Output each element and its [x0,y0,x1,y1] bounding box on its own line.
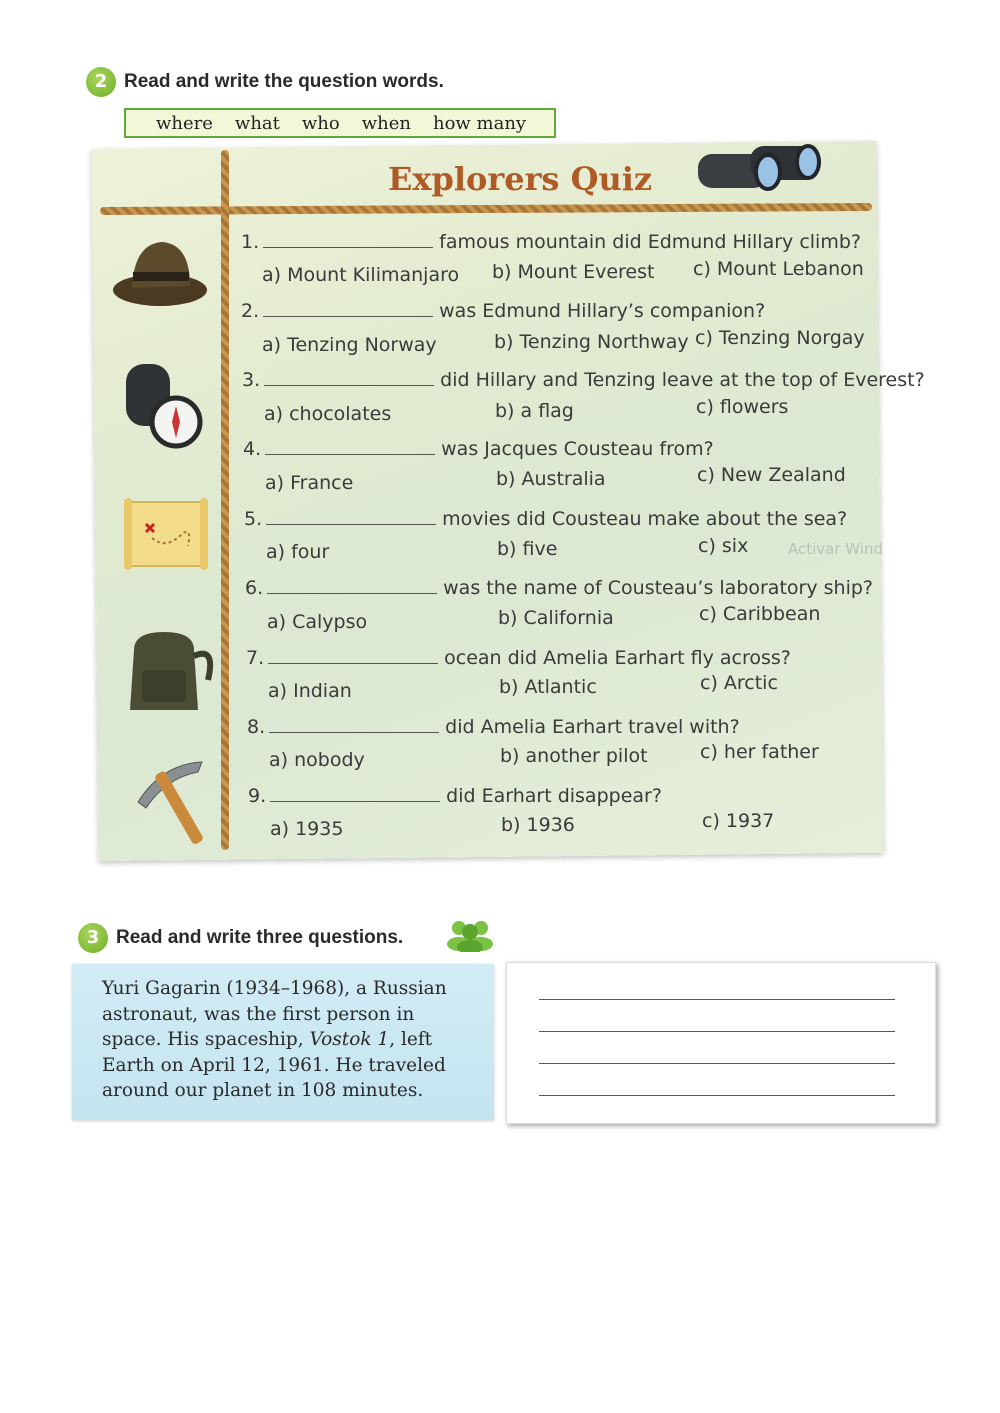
question-number: 8. [247,716,266,738]
word-bank-item: where [156,112,213,134]
question-4 [243,438,714,460]
answer-blank[interactable] [265,440,435,455]
word-bank-item: what [234,112,280,134]
option-b: b) five [497,538,558,560]
answer-line[interactable] [539,999,895,1000]
question-text: ocean did Amelia Earhart fly across? [444,647,791,669]
question-text: was Edmund Hillary’s companion? [439,300,766,322]
section-3-badge: 3 [78,923,108,953]
passage-text: , left Earth on April 12, 1961. He traveled around our planet in 108 minutes. [102,1029,446,1101]
backpack-icon [120,626,216,718]
question-text: did Hillary and Tenzing leave at the top of Everest? [440,369,925,391]
answer-writing-box [506,962,936,1124]
option-c: c) her father [700,741,819,763]
option-c: c) 1937 [702,810,775,832]
option-c: c) six [698,535,749,557]
word-bank-item: who [301,112,340,134]
question-7 [246,647,791,669]
question-number: 6. [245,577,264,599]
option-b: b) Atlantic [499,676,597,698]
question-number: 5. [244,508,263,530]
section-2-badge: 2 [86,67,116,97]
question-text: was the name of Cousteau’s laboratory ship? [443,577,873,599]
question-8 [247,716,740,738]
option-b: b) California [498,607,614,629]
question-2 [241,300,765,322]
answer-blank[interactable] [263,233,433,248]
option-b: b) Mount Everest [492,261,655,283]
option-c: c) Caribbean [699,603,821,625]
option-c: c) New Zealand [697,464,846,486]
option-a: a) chocolates [264,403,392,425]
question-text: did Earhart disappear? [446,785,662,807]
option-a: a) 1935 [270,818,344,840]
question-text: was Jacques Cousteau from? [441,438,714,460]
answer-line[interactable] [539,1063,895,1064]
pickaxe-icon [132,756,212,848]
passage-text: Yuri Gagarin (1934–1968), a Russian astronaut, was the first person in space. His spaceship, [102,978,447,1050]
quiz-title: Explorers Quiz [388,160,653,198]
section-2-title: Read and write the question words. [124,71,444,92]
question-5 [244,508,847,530]
option-c: c) Tenzing Norgay [695,327,865,349]
word-bank [124,108,556,138]
option-b: b) another pilot [500,745,648,767]
question-9 [248,785,662,807]
option-a: a) Mount Kilimanjaro [262,264,460,286]
section-3-title: Read and write three questions. [116,927,404,948]
answer-blank[interactable] [267,579,437,594]
question-number: 4. [243,438,262,460]
answer-blank[interactable] [269,718,439,733]
option-a: a) nobody [269,749,365,771]
activation-watermark: Activar Wind [788,540,883,558]
binoculars-icon [690,140,830,198]
treasure-map-icon [122,494,212,574]
option-a: a) Tenzing Norway [262,334,437,356]
option-c: c) Mount Lebanon [693,258,864,280]
answer-blank[interactable] [263,302,433,317]
explorer-hat-icon [110,232,210,312]
answer-blank[interactable] [264,371,434,386]
answer-line[interactable] [539,1031,895,1032]
answer-line[interactable] [539,1095,895,1096]
gagarin-passage [72,964,494,1120]
rope-divider-vertical [221,150,229,850]
option-b: b) a flag [495,400,574,422]
answer-blank[interactable] [270,787,440,802]
option-c: c) flowers [696,396,789,418]
question-number: 3. [242,369,261,391]
option-a: a) Calypso [267,611,368,633]
question-text: movies did Cousteau make about the sea? [442,508,848,530]
group-work-icon [445,916,495,952]
compass-icon [118,360,208,450]
question-1 [241,231,861,253]
answer-blank[interactable] [268,649,438,664]
word-bank-item: when [361,112,411,134]
question-6 [245,577,873,599]
option-b: b) Tenzing Northway [494,331,689,353]
question-text: did Amelia Earhart travel with? [445,716,740,738]
option-a: a) Indian [268,680,352,702]
option-a: a) France [265,472,354,494]
word-bank-item: how many [432,112,527,134]
option-b: b) Australia [496,468,606,490]
passage-spaceship-name: Vostok 1 [309,1029,390,1050]
option-c: c) Arctic [700,672,778,694]
answer-blank[interactable] [266,510,436,525]
question-number: 2. [241,300,260,322]
question-number: 9. [248,785,267,807]
option-b: b) 1936 [501,814,575,836]
question-3 [242,369,925,391]
question-text: famous mountain did Edmund Hillary climb? [439,231,861,253]
question-number: 1. [241,231,260,253]
option-a: a) four [266,541,330,563]
question-number: 7. [246,647,265,669]
